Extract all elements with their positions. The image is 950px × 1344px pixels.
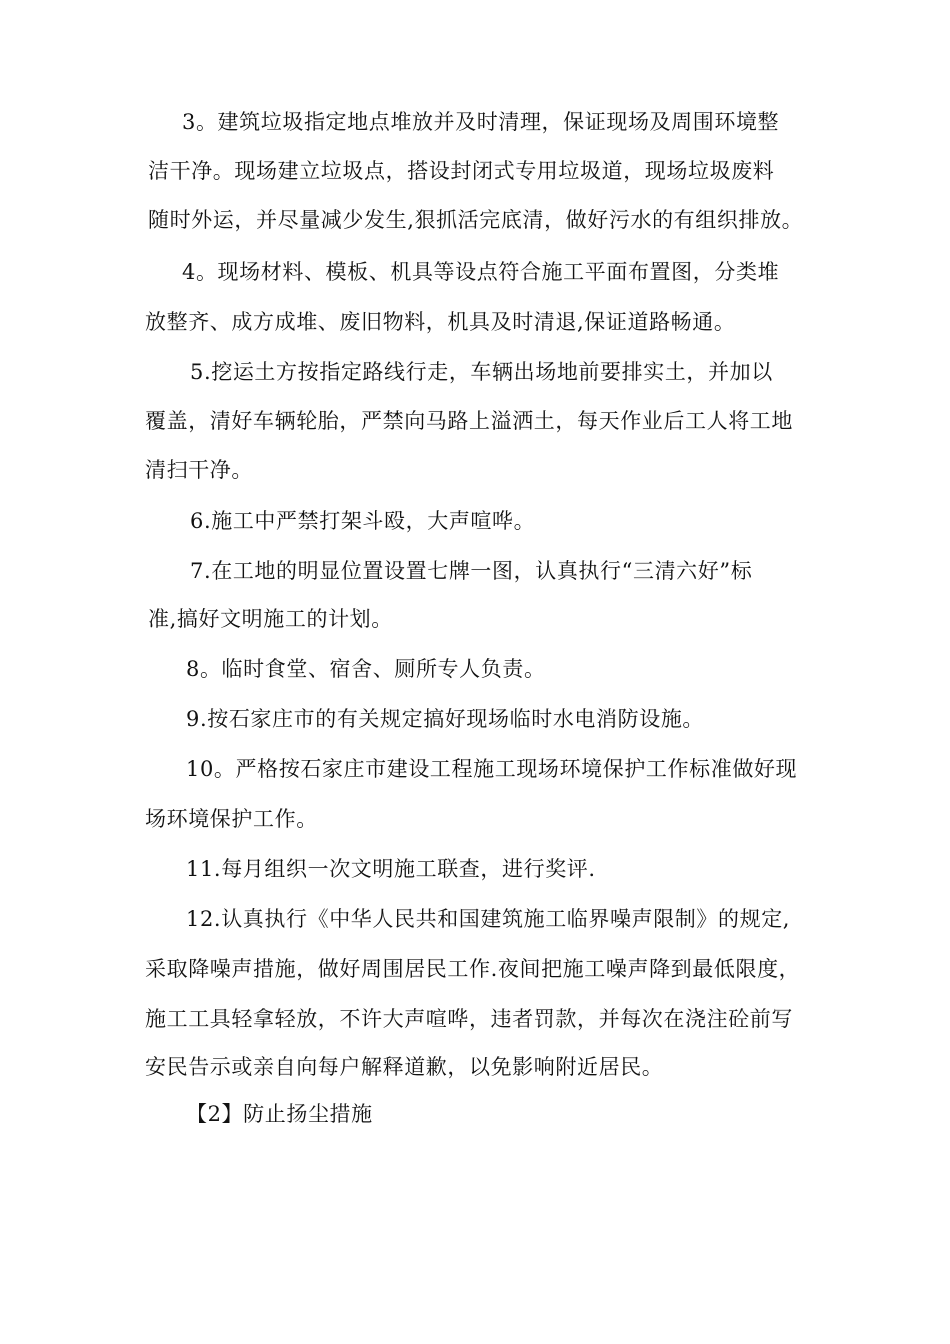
item-7-line-2: 准,搞好文明施工的计划。 (148, 607, 393, 631)
item-9-line-1: 9.按石家庄市的有关规定搞好现场临时水电消防设施。 (186, 707, 705, 731)
item-11-line-1: 11.每月组织一次文明施工联查，进行奖评. (186, 857, 596, 881)
item-10-line-1: 10。严格按石家庄市建设工程施工现场环境保护工作标准做好现 (186, 757, 798, 781)
item-12-line-2: 采取降噪声措施，做好周围居民工作.夜间把施工噪声降到最低限度， (145, 957, 801, 981)
item-4-line-2: 放整齐、成方成堆、废旧物料，机具及时清退,保证道路畅通。 (145, 310, 736, 334)
item-10-line-2: 场环境保护工作。 (145, 807, 318, 831)
item-4-line-1: 4。现场材料、模板、机具等设点符合施工平面布置图，分类堆 (182, 260, 780, 284)
item-6-line-1: 6.施工中严禁打架斗殴，大声喧哗。 (190, 509, 536, 533)
item-3-line-1: 3。建筑垃圾指定地点堆放并及时清理，保证现场及周围环境整 (182, 110, 780, 134)
item-3-line-3: 随时外运，并尽量减少发生,狠抓活完底清，做好污水的有组织排放。 (148, 208, 804, 232)
item-12-line-4: 安民告示或亲自向每户解释道歉，以免影响附近居民。 (145, 1055, 664, 1079)
item-5-line-2: 覆盖，清好车辆轮胎，严禁向马路上溢洒土，每天作业后工人将工地 (145, 409, 793, 433)
item-3-line-2: 洁干净。现场建立垃圾点，搭设封闭式专用垃圾道，现场垃圾废料 (148, 159, 775, 183)
item-12-line-1: 12.认真执行《中华人民共和国建筑施工临界噪声限制》的规定, (186, 907, 791, 931)
section-heading: 【2】防止扬尘措施 (186, 1102, 373, 1126)
item-5-line-3: 清扫干净。 (145, 458, 253, 482)
item-7-line-1: 7.在工地的明显位置设置七牌一图，认真执行“三清六好”标 (190, 559, 753, 583)
item-12-line-3: 施工工具轻拿轻放，不许大声喧哗，违者罚款，并每次在浇注砼前写 (145, 1007, 793, 1031)
item-8-line-1: 8。临时食堂、宿舍、厕所专人负责。 (186, 657, 546, 681)
item-5-line-1: 5.挖运土方按指定路线行走，车辆出场地前要排实土，并加以 (190, 360, 773, 384)
